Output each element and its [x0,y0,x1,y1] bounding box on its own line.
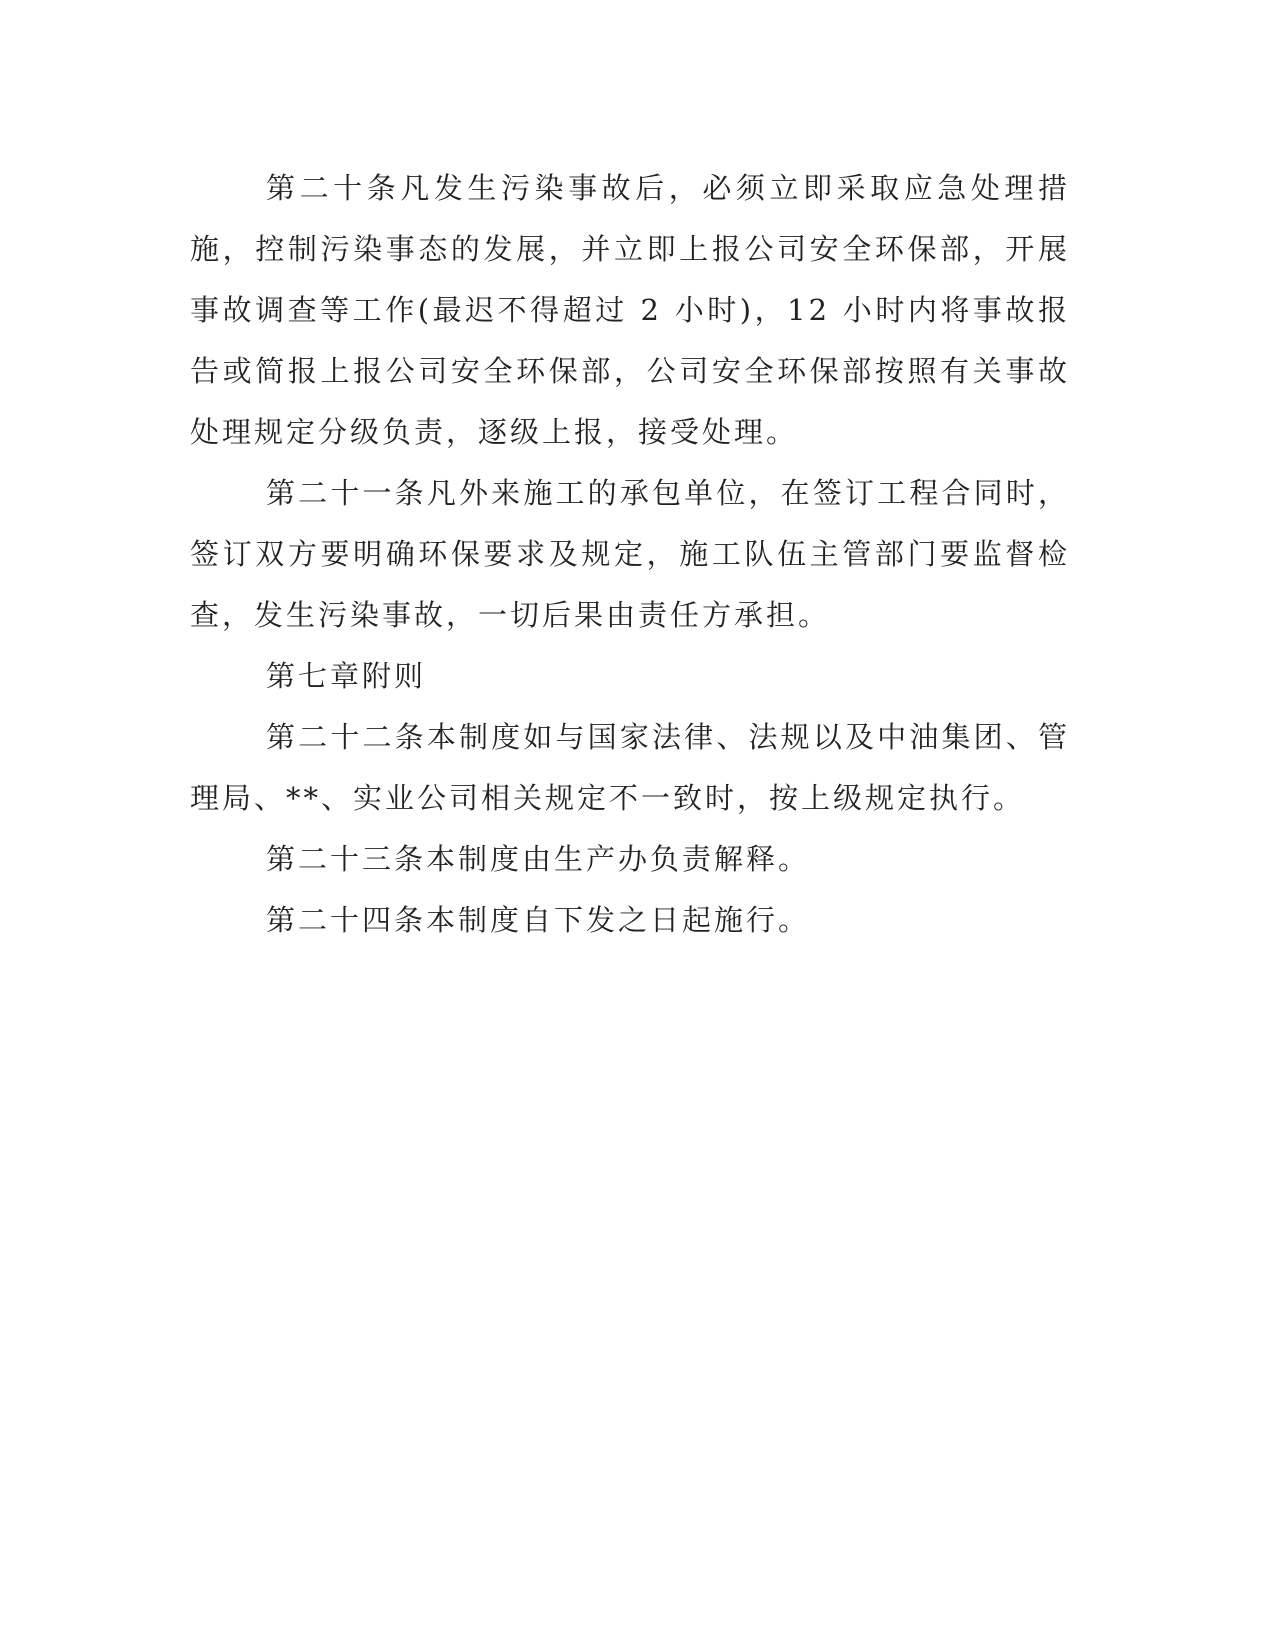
document-body [190,158,1070,951]
article-22-paragraph: 第二十二条本制度如与国家法律、法规以及中油集团、管理局、**、实业公司相关规定不一致时，按上级规定执行。 [190,720,1070,815]
article-21-paragraph: 第二十一条凡外来施工的承包单位，在签订工程合同时，签订双方要明确环保要求及规定，施工队伍主管部门要监督检查，发生污染事故，一切后果由责任方承担。 [190,476,1070,632]
article-23-paragraph: 第二十三条本制度由生产办负责解释。 [266,842,811,876]
chapter-7-heading: 第七章附则 [266,659,427,693]
article-24-paragraph: 第二十四条本制度自下发之日起施行。 [266,903,811,937]
article-20-paragraph: 第二十条凡发生污染事故后，必须立即采取应急处理措施，控制污染事态的发展，并立即上报公司安全环保部，开展事故调查等工作(最迟不得超过 2 小时)，12 小时内将事故报告或简报上报公司安全环保部，公司安全环保部按照有关事故处理规定分级负责，逐级上报，接受处理。 [190,171,1070,449]
